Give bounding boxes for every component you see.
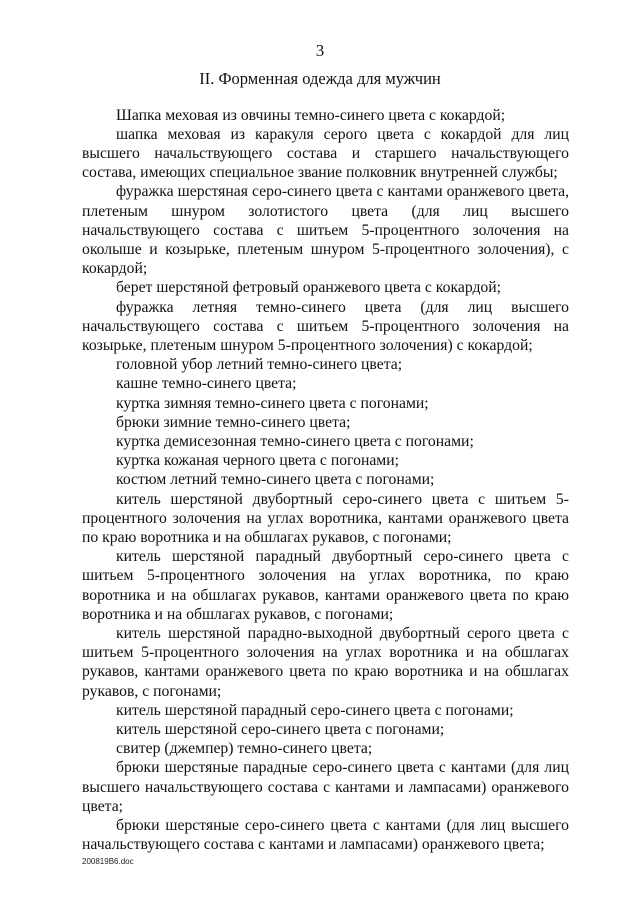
list-item: китель шерстяной серо-синего цвета с погонами; [116, 721, 445, 738]
list-item: шапка меховая из каракуля серого цвета с кокардой для лиц высшего начальствующего состава и старшего начальствующего состава, имеющих специальное звание полковник внутренней службы; [82, 125, 569, 182]
list-item: китель шерстяной двубортный серо-синего цвета с шитьем 5-процентного золочения на углах воротника, кантами оранжевого цвета по краю воротника и на обшлагах рукавов, с погонами; [82, 490, 569, 546]
list-item: китель шерстяной парадный серо-синего цвета с погонами; [116, 701, 514, 719]
page-number: 3 [315, 41, 325, 60]
list-item: брюки шерстяные парадные серо-синего цвета с кантами (для лиц высшего начальствующего состава с кантами и лампасами) оранжевого цвета; [82, 759, 569, 815]
list-item: Шапка меховая из овчины темно-синего цвета с кокардой; [116, 106, 506, 124]
list-item: куртка зимняя темно-синего цвета с погонами; [116, 394, 429, 412]
uniform-item-list [82, 106, 569, 855]
list-item: костюм летний темно-синего цвета с погонами; [116, 471, 435, 489]
footer-filename: 200819B6.doc [82, 857, 134, 866]
list-item: фуражка летняя темно-синего цвета (для лиц высшего начальствующего состава с шитьем 5-процентного золочения на козырьке, плетеным шнуром 5-процентного золочения) с кокардой; [82, 298, 569, 354]
list-item: фуражка шерстяная серо-синего цвета с кантами оранжевого цвета, плетеным шнуром золотистого цвета (для лиц высшего начальствующего состава с шитьем 5-процентного золочения на околыше и козырьке, плетеным шнуром 5-процентного золочения), с кокардой; [82, 183, 569, 278]
list-item: китель шерстяной парадный двубортный серо-синего цвета с шитьем 5-процентного золочения на углах воротника, по краю воротника и на обшлагах рукавов, кантами оранжевого цвета по краю воротника и на обшлагах рукавов, с погонами; [82, 548, 569, 623]
section-title: II. Форменная одежда для мужчин [199, 69, 441, 88]
list-item: брюки зимние темно-синего цвета; [116, 413, 351, 431]
list-item: головной убор летний темно-синего цвета; [116, 356, 403, 374]
list-item: кашне темно-синего цвета; [116, 375, 297, 393]
list-item: берет шерстяной фетровый оранжевого цвета с кокардой; [116, 279, 502, 297]
list-item: китель шерстяной парадно-выходной двубортный серого цвета с шитьем 5-процентного золочения на углах воротника и на обшлагах рукавов, кантами оранжевого цвета по краю воротника и на обшлагах рукавов, с погонами; [82, 624, 569, 700]
list-item: куртка кожаная черного цвета с погонами; [116, 452, 399, 470]
list-item: свитер (джемпер) темно-синего цвета; [116, 740, 373, 758]
list-item: брюки шерстяные серо-синего цвета с кантами (для лиц высшего начальствующего состава с кантами и лампасами) оранжевого цвета; [82, 817, 569, 854]
list-item: куртка демисезонная темно-синего цвета с погонами; [116, 432, 474, 450]
